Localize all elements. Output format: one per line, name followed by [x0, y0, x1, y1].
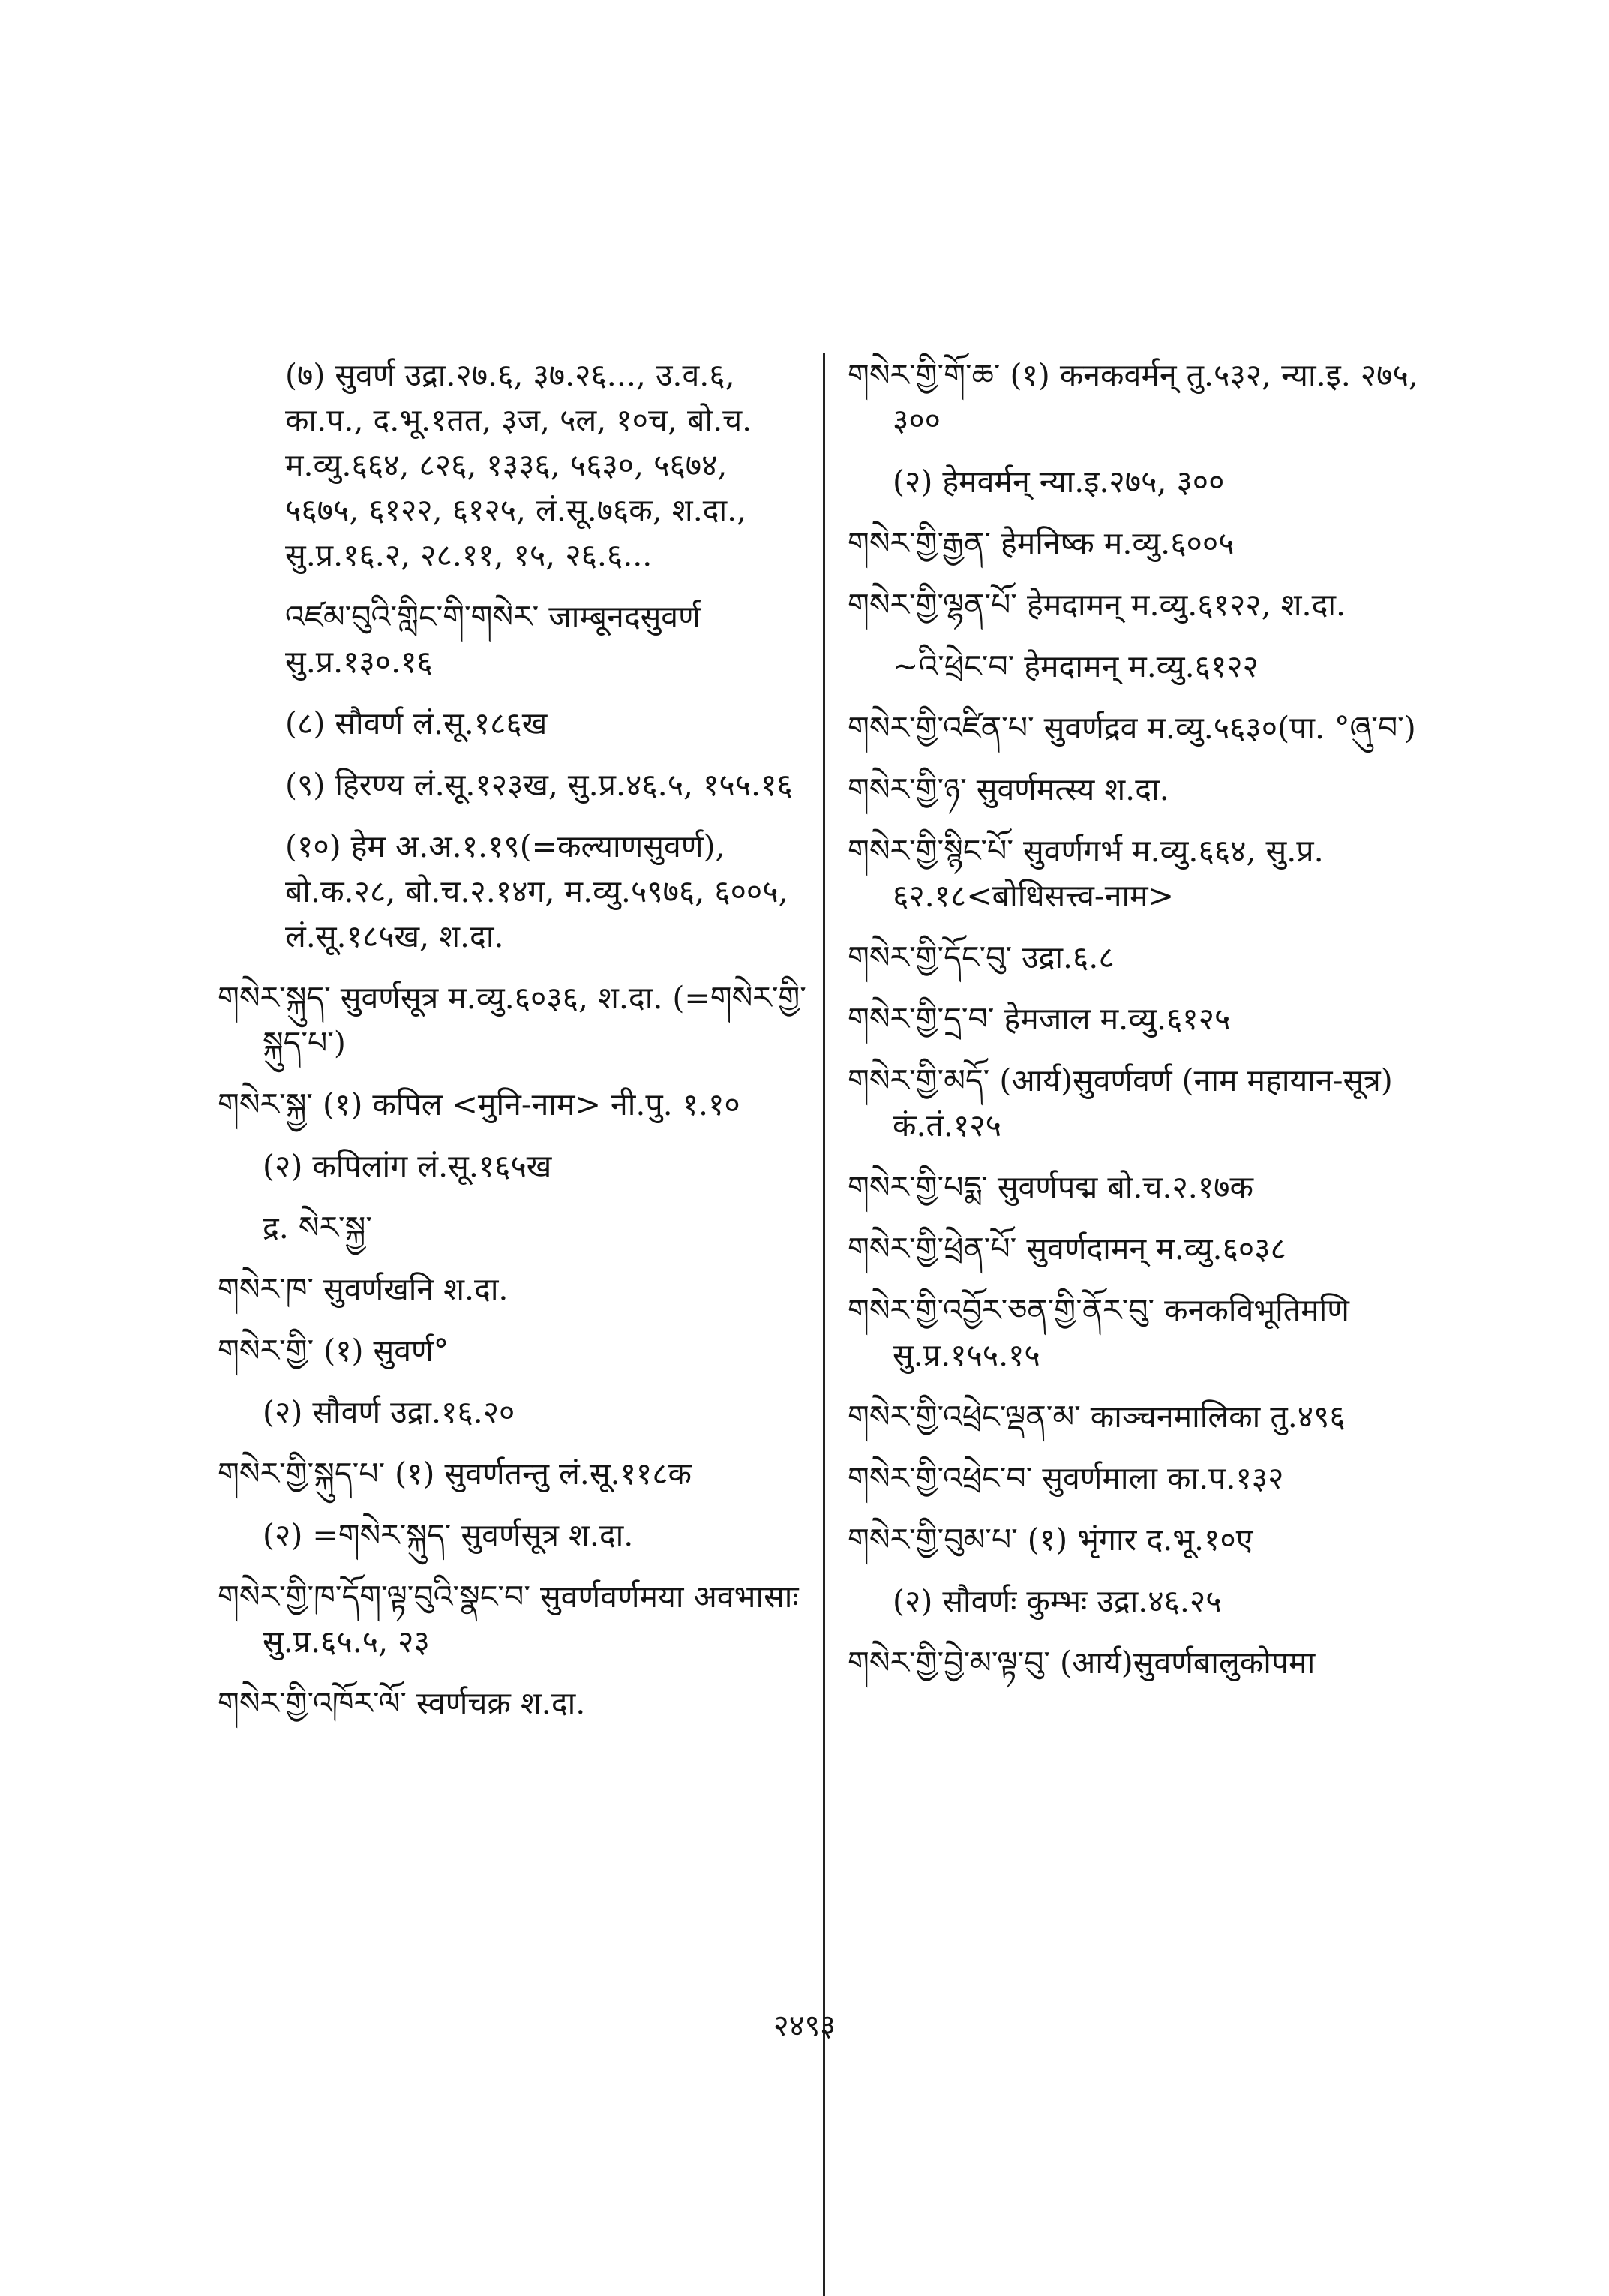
dictionary-entry: གསེར་ཁ་ सुवर्णखनि श.दा. — [218, 1271, 509, 1307]
left-column — [218, 353, 810, 1742]
dictionary-entry: གསེར་སྐུད་ सुवर्णसूत्र म.व्यु.६०३६, श.दा. (=གསེར་གྱི་སྐུད་པ་) — [218, 980, 806, 1061]
dictionary-entry: གསེར་སྐྱ་ (१) कपिल <मुनि-नाम> नी.पु. १.१० — [218, 1086, 740, 1122]
dictionary-subentry: (२) सौवर्ण उद्रा.१६.२० — [263, 1394, 515, 1430]
dictionary-entry: གསེར་གྱི་སྙིང་པོ་ सुवर्णगर्भ म.व्यु.६६४, सु.प्र. ६२.१८<बोधिसत्त्व-नाम> — [848, 833, 1324, 914]
dictionary-entry: གསེར་གྱི་བྱེ་མ་ལྟ་བུ་ (आर्य)सुवर्णबालुकोपमा — [848, 1645, 1316, 1681]
entry-continuation: (८) सौवर्ण लं.सू.१८६ख — [285, 705, 548, 741]
dictionary-entry: གསེར་གྱི་དོང་བུ་ उद्रा.६.८ — [848, 939, 1115, 975]
dictionary-entry: གསེར་གྱི་འཕྲེང་ལྡན་མ་ काञ्चनमालिका तु.४९६ — [848, 1399, 1346, 1435]
dictionary-entry: གསེར་གྱི་ (१) सुवर्ण° — [218, 1333, 449, 1369]
dictionary-entry: གསེར་གྱི་ལྷན་པོ་ हेमदामन् म.व्यु.६१२२, श.दा. — [848, 587, 1346, 623]
dictionary-subentry: (२) सौवर्णः कुम्भः उद्रा.४६.२५ — [893, 1583, 1222, 1619]
dictionary-entry: གསེར་གྱི་རྒྱན་ हेमनिष्क म.व्यु.६००५ — [848, 525, 1235, 561]
dictionary-entry: གསེར་གྱི་འཕྲེང་བ་ सुवर्णमाला का.प.१३२ — [848, 1460, 1284, 1496]
right-column — [848, 353, 1433, 1702]
entry-continuation: (७) सुवर्ण उद्रा.२७.६, ३७.२६..., उ.व.६, का.प., द.भू.१तत, ३ज, ५ल, १०च, बो.च. म.व्यु.६६४, ८२६, १३३६, ५६३०, ५६७४, ५६७५, ६१२२, ६१२५, लं.सू.७६क, श.दा., सु.प्र.१६.२, २८.११, १५, २६.६... — [285, 357, 752, 573]
dictionary-entry: གསེར་གྱི་འཛིན་པ་ सुवर्णद्रव म.व्यु.५६३०(पा. °ཞུ་བ་) — [848, 710, 1416, 746]
dictionary-subentry: ~འི་ཕྲེང་བ་ हेमदामन् म.व्यु.६१२२ — [893, 648, 1259, 684]
dictionary-entry: གསེར་གྱི་བུམ་པ་ (१) भृंगार द.भू.१०ए — [848, 1522, 1253, 1558]
dictionary-entry: གསེར་གྱི་པདྨ་ सुवर्णपद्म बो.च.२.१७क — [848, 1169, 1253, 1205]
dictionary-entry: གསེར་གྱི་དྲ་བ་ हेमजाल म.व्यु.६१२५ — [848, 1001, 1231, 1037]
dictionary-entry: གསེར་གྱི་ཕྲེན་པོ་ सुवर्णदामन् म.व्यु.६०३८ — [848, 1231, 1286, 1267]
dictionary-subentry: (२) कपिलांग लं.सू.१६५ख — [263, 1148, 552, 1184]
dictionary-subentry: (२) हेमवर्मन् न्या.इ.२७५, ३०० — [893, 464, 1225, 500]
entry-continuation: འཛམ་བུའི་གླིང་གི་གསེར་ जाम्बूनदसुवर्ण सु.प्र.१३०.१६ — [285, 599, 701, 680]
dictionary-entry: གསེར་གྱི་འབྱོར་ཅན་གྱི་ནོར་བུ་ कनकविभूतिमणि सु.प्र.१५५.१५ — [848, 1292, 1349, 1373]
dictionary-entry: གསེར་གྱི་འཁོར་ལོ་ स्वर्णचक्र श.दा. — [218, 1685, 586, 1721]
dictionary-entry: གསེར་གྱི་སྐུད་པ་ (१) सुवर्णतन्तु लं.सू.११८क — [218, 1456, 692, 1492]
dictionary-subentry: (२) =གསེར་སྐུད་ सुवर्णसूत्र श.दा. — [263, 1517, 634, 1553]
dictionary-entry: གསེར་གྱི་ཉ་ सुवर्णमत्स्य श.दा. — [848, 771, 1169, 807]
dictionary-entry: གསེར་གྱི་མདོ་ (आर्य)सुवर्णवर्ण (नाम महायान-सूत्र) कं.तं.१२५ — [848, 1062, 1393, 1143]
page-number: २४९३ — [773, 2009, 836, 2043]
dictionary-entry: གསེར་གྱི་ཁ་དོག་ལྟ་བུའི་སྣང་བ་ सुवर्णवर्णमया अवभासाः सु.प्र.६५.५, २३ — [218, 1579, 799, 1660]
entry-continuation: (९) हिरण्य लं.सू.१२३ख, सु.प्र.४६.५, १५५.१६ — [285, 767, 793, 803]
dictionary-subentry: द्र. སེར་སྐྱ་ — [263, 1210, 372, 1246]
entry-continuation: (१०) हेम अ.अ.१.१९(=कल्याणसुवर्ण), बो.क.२८, बो.च.२.१४ग, म.व्यु.५९७६, ६००५, लं.सू.१८५ख, श.दा. — [285, 828, 788, 954]
dictionary-entry: གསེར་གྱི་གོ་ཆ་ (१) कनकवर्मन् तु.५३२, न्या.इ. २७५, ३०० — [848, 357, 1418, 438]
